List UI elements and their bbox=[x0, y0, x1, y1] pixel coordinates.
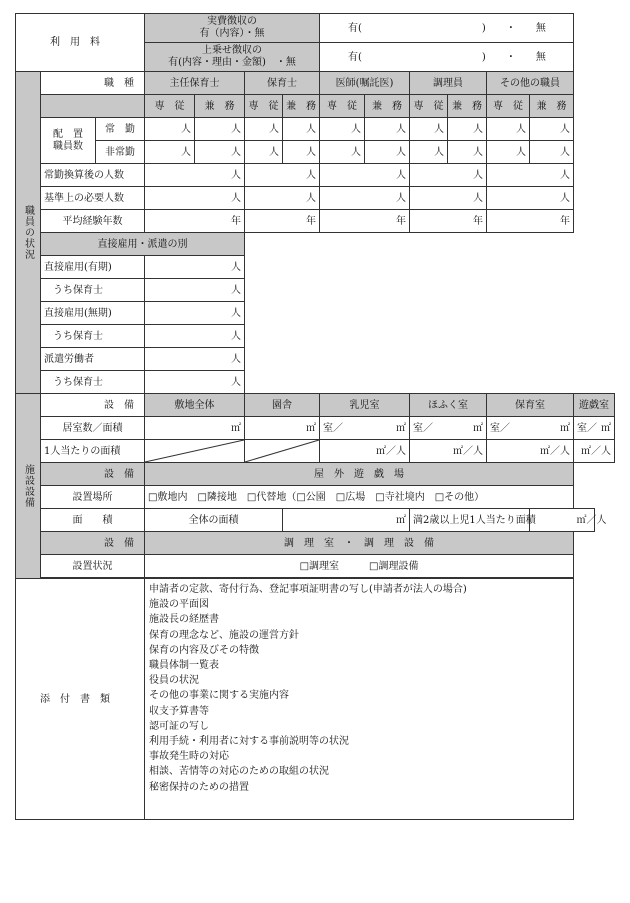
attachment-item: 施設長の経歴書 bbox=[149, 614, 220, 626]
per-person-cell[interactable]: ㎡／人 bbox=[320, 440, 410, 463]
room-head-infant: 乳児室 bbox=[320, 394, 410, 417]
required-cell[interactable]: 人 bbox=[145, 187, 245, 210]
of-which-nursery-label: うち保育士 bbox=[41, 279, 145, 302]
employment-header: 直接雇用・派遣の別 bbox=[41, 233, 245, 256]
job-head-other: その他の職員 bbox=[487, 72, 574, 95]
placement-label: 配 置 職員数 bbox=[41, 118, 96, 164]
kitchen-room-checkbox[interactable]: □調理室 bbox=[299, 560, 340, 572]
part-time-head: 兼 務 bbox=[365, 95, 410, 118]
per-person-cell[interactable]: ㎡／人 bbox=[410, 440, 487, 463]
of-which-nursery-count[interactable]: 人 bbox=[145, 279, 245, 302]
kitchen-title: 調 理 室 ・ 調 理 設 備 bbox=[145, 532, 574, 555]
count-cell[interactable]: 人 bbox=[195, 141, 245, 164]
fte-cell[interactable]: 人 bbox=[487, 164, 574, 187]
room-area-cell[interactable]: 室／ ㎡ bbox=[410, 417, 487, 440]
room-head-crawl: ほふく室 bbox=[410, 394, 487, 417]
count-cell[interactable]: 人 bbox=[487, 141, 530, 164]
per-person-cell[interactable]: ㎡／人 bbox=[574, 440, 615, 463]
years-cell[interactable]: 年 bbox=[320, 210, 410, 233]
attachment-item: 利用手続・利用者に対する事前説明等の状況 bbox=[149, 736, 350, 748]
attachment-item: 収支予算書等 bbox=[149, 705, 210, 717]
avg-years-label: 平均経験年数 bbox=[41, 210, 145, 233]
blank-cell bbox=[41, 95, 145, 118]
required-cell[interactable]: 人 bbox=[320, 187, 410, 210]
kitchen-options[interactable] bbox=[145, 555, 574, 578]
count-area-label: 居室数／面積 bbox=[41, 417, 145, 440]
area-cell[interactable]: ㎡ bbox=[145, 417, 245, 440]
attachments-label: 添付書類 bbox=[16, 579, 145, 820]
part-time-head: 兼 務 bbox=[530, 95, 574, 118]
years-cell[interactable]: 年 bbox=[487, 210, 574, 233]
required-cell[interactable]: 人 bbox=[245, 187, 320, 210]
equipment-label: 設 備 bbox=[41, 532, 145, 555]
total-area-cell[interactable]: ㎡ bbox=[283, 509, 410, 532]
count-cell[interactable]: 人 bbox=[365, 118, 410, 141]
count-cell[interactable]: 人 bbox=[245, 141, 283, 164]
direct-permanent-count[interactable]: 人 bbox=[145, 302, 245, 325]
count-cell[interactable]: 人 bbox=[245, 118, 283, 141]
extra-fee-label: 上乗せ徴収の 有(内容・理由・金額) ・無 bbox=[145, 43, 320, 72]
count-cell[interactable]: 人 bbox=[487, 118, 530, 141]
job-head-chief: 主任保育士 bbox=[145, 72, 245, 95]
job-head-nursery: 保育士 bbox=[245, 72, 320, 95]
full-time-head: 専 従 bbox=[245, 95, 283, 118]
required-cell[interactable]: 人 bbox=[410, 187, 487, 210]
full-time-head: 専 従 bbox=[320, 95, 365, 118]
empty-area bbox=[245, 233, 574, 394]
dispatch-count[interactable]: 人 bbox=[145, 348, 245, 371]
years-cell[interactable]: 年 bbox=[245, 210, 320, 233]
attachment-item: 役員の状況 bbox=[149, 675, 200, 687]
count-cell[interactable]: 人 bbox=[410, 141, 448, 164]
area-label: 面 積 bbox=[41, 509, 145, 532]
attachment-item: 保育の理念など、施設の運営方針 bbox=[149, 629, 300, 641]
regular-label: 常 勤 bbox=[96, 118, 145, 141]
attachment-item: 認可証の写し bbox=[149, 720, 210, 732]
application-form-table bbox=[15, 13, 615, 820]
count-cell[interactable]: 人 bbox=[365, 141, 410, 164]
of-which-nursery-count[interactable]: 人 bbox=[145, 325, 245, 348]
count-cell[interactable]: 人 bbox=[145, 141, 195, 164]
fte-cell[interactable]: 人 bbox=[145, 164, 245, 187]
years-cell[interactable]: 年 bbox=[145, 210, 245, 233]
fte-label: 常勤換算後の人数 bbox=[41, 164, 145, 187]
location-label: 設置場所 bbox=[41, 486, 145, 509]
per-person-label: 1人当たりの面積 bbox=[41, 440, 145, 463]
count-cell[interactable]: 人 bbox=[320, 118, 365, 141]
total-area-label: 全体の面積 bbox=[145, 509, 283, 532]
part-time-head: 兼 務 bbox=[448, 95, 487, 118]
facility-section-label: 施設設備 bbox=[16, 394, 41, 579]
job-head-cook: 調理員 bbox=[410, 72, 487, 95]
attachments-list bbox=[145, 579, 574, 820]
extra-fee-value[interactable]: 有( ) ・ 無 bbox=[320, 43, 574, 72]
staff-section-label: 職員の状況 bbox=[16, 72, 41, 394]
install-status-label: 設置状況 bbox=[41, 555, 145, 578]
actual-fee-value[interactable]: 有( ) ・ 無 bbox=[320, 14, 574, 43]
fee-label: 利用料 bbox=[16, 14, 145, 72]
dispatch-label: 派遣労働者 bbox=[41, 348, 145, 371]
not-applicable-cell bbox=[145, 440, 245, 463]
area-cell[interactable]: ㎡ bbox=[245, 417, 320, 440]
attachment-item: 申請者の定款、寄付行為、登記事項証明書の写し(申請者が法人の場合) bbox=[149, 584, 467, 595]
attachment-item: 事故発生時の対応 bbox=[149, 751, 230, 763]
nonregular-label: 非常勤 bbox=[96, 141, 145, 164]
over2-area-cell[interactable]: ㎡／人 bbox=[574, 509, 594, 532]
count-cell[interactable]: 人 bbox=[448, 118, 487, 141]
over2-spacer bbox=[530, 509, 574, 532]
of-which-nursery-label: うち保育士 bbox=[41, 371, 145, 394]
count-cell[interactable]: 人 bbox=[448, 141, 487, 164]
required-label: 基準上の必要人数 bbox=[41, 187, 145, 210]
room-head-building: 園舎 bbox=[245, 394, 320, 417]
direct-fixed-count[interactable]: 人 bbox=[145, 256, 245, 279]
attachment-item: 保育の内容及びその特徴 bbox=[149, 644, 260, 656]
fte-cell[interactable]: 人 bbox=[245, 164, 320, 187]
room-area-cell[interactable]: 室／ ㎡ bbox=[320, 417, 410, 440]
count-cell[interactable]: 人 bbox=[145, 118, 195, 141]
required-cell[interactable]: 人 bbox=[487, 187, 574, 210]
fte-cell[interactable]: 人 bbox=[320, 164, 410, 187]
not-applicable-cell bbox=[245, 440, 320, 463]
job-head-doctor: 医師(嘱託医) bbox=[320, 72, 410, 95]
room-head-site: 敷地全体 bbox=[145, 394, 245, 417]
equipment-label: 設 備 bbox=[41, 463, 145, 486]
full-time-head: 専 従 bbox=[410, 95, 448, 118]
part-time-head: 兼 務 bbox=[195, 95, 245, 118]
location-options[interactable]: □敷地内 □隣接地 □代替地（□公園 □広場 □寺社境内 □その他） bbox=[145, 486, 574, 509]
room-area-cell[interactable]: 室／ ㎡ bbox=[574, 417, 615, 440]
of-which-nursery-count[interactable]: 人 bbox=[145, 371, 245, 394]
fte-cell[interactable]: 人 bbox=[410, 164, 487, 187]
over2-label: 満2歳以上児1人当たり面積 bbox=[410, 509, 530, 532]
attachment-item: 職員体制一覧表 bbox=[149, 660, 220, 672]
equipment-label: 設 備 bbox=[41, 394, 145, 417]
room-area-cell[interactable]: 室／ ㎡ bbox=[487, 417, 574, 440]
part-time-head: 兼 務 bbox=[283, 95, 320, 118]
years-cell[interactable]: 年 bbox=[410, 210, 487, 233]
kitchen-equipment-checkbox[interactable]: □調理設備 bbox=[369, 560, 419, 572]
count-cell[interactable]: 人 bbox=[530, 118, 574, 141]
count-cell[interactable]: 人 bbox=[530, 141, 574, 164]
full-time-head: 専 従 bbox=[487, 95, 530, 118]
attachment-item: 相談、苦情等の対応のための取組の状況 bbox=[149, 766, 330, 778]
room-head-nursery: 保育室 bbox=[487, 394, 574, 417]
attachment-item: 施設の平面図 bbox=[149, 599, 210, 611]
attachment-item: その他の事業に関する実施内容 bbox=[149, 690, 290, 702]
of-which-nursery-label: うち保育士 bbox=[41, 325, 145, 348]
count-cell[interactable]: 人 bbox=[195, 118, 245, 141]
count-cell[interactable]: 人 bbox=[283, 141, 320, 164]
attachment-item: 秘密保持のための措置 bbox=[149, 781, 250, 793]
actual-fee-label: 実費徴収の 有（内容）・無 bbox=[145, 14, 320, 43]
count-cell[interactable]: 人 bbox=[410, 118, 448, 141]
full-time-head: 専 従 bbox=[145, 95, 195, 118]
playground-title: 屋 外 遊 戯 場 bbox=[145, 463, 574, 486]
per-person-cell[interactable]: ㎡／人 bbox=[487, 440, 574, 463]
job-type-label: 職 種 bbox=[41, 72, 145, 95]
room-head-play: 遊戯室 bbox=[574, 394, 615, 417]
count-cell[interactable]: 人 bbox=[320, 141, 365, 164]
count-cell[interactable]: 人 bbox=[283, 118, 320, 141]
direct-permanent-label: 直接雇用(無期) bbox=[41, 302, 145, 325]
direct-fixed-label: 直接雇用(有期) bbox=[41, 256, 145, 279]
